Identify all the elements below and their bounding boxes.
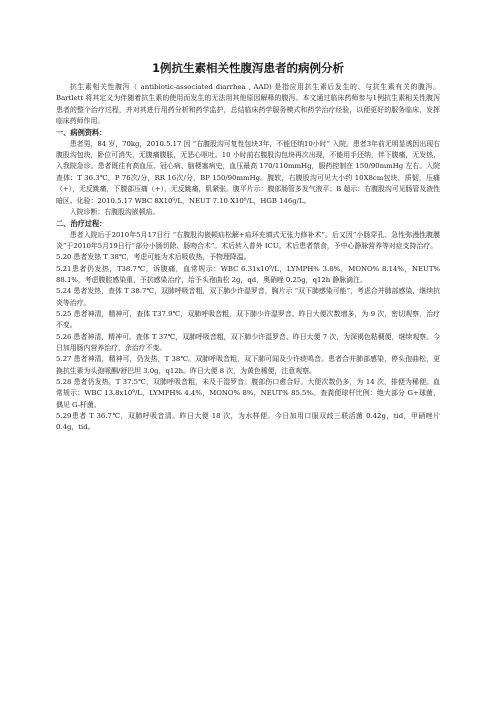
treatment-paragraph: 患者入院后于2010年5月17日行 “右腹股沟嵌顿疝松解+疝环充填式无张力修补术”。后又因“小肠穿孔、急性弥漫性腹膜炎”于2010年5月19日行“部分小肠切除、肠吻合术”。术后转入普外 ICU。术后患者禁食，予中心静脉营养等对症支持治疗。 xyxy=(56,230,440,250)
treatment-entry-0520: 5.20 患者发热 T 38℃，考虑可能为术后吸收热，予物理降温。 xyxy=(56,253,251,262)
document-title: 1例抗生素相关性腹泻患者的病例分析 xyxy=(152,61,344,75)
treatment-entry-0526: 5.26 患者神清，精神可。查体 T 37℃，双肺呼吸音粗，双下肺少许湿罗音。昨日大便 7 次，为深褐色粘稠便，继续观察。今日加用肠内营养治疗，余治疗不变。 xyxy=(56,332,440,353)
treatment-entry-0528: 5.28 患者仍发热，T 37.5℃，双肺呼吸音粗，未及干湿罗音。腹部伤口愈合好。大便次数仍多，为 14 次，排便为稀便。血常规示：WBC 13.8x10⁹/L，LYMPH% 4.4%，MONO% 8%，NEUT% 85.5%。查粪便球杆比例：绝大部分 G+球菌，偶见 G-杆菌。 xyxy=(56,378,440,409)
section-heading-treatment: 二、治疗过程： xyxy=(56,219,107,229)
treatment-entry-0525: 5.25 患者神清，精神可，查体 T37.9℃，双肺呼吸音粗，双下肺少许湿罗音。昨日大便次数增多，为 9 次，密切观察，治疗不变。 xyxy=(56,310,440,330)
treatment-entry-0529: 5.29患者 T 36.7℃，双肺呼吸音清。昨日大便 18 次，为水样便。今日加用口服双歧三联活菌 0.42g，tid，甲硝唑片 0.4g，tid。 xyxy=(56,412,440,432)
treatment-entry-0521: 5.21患者仍发热，T38.7℃，诉腹痛，血常规示：WBC 6.31x10⁹/L，LYMPH% 3.8%，MONO% 8.14%，NEUT% 88.1%，考虑腹腔感染重，予抗感染治疗，给予头孢曲松 2g，qd，奥硝唑 0.25g，q12h 静脉滴注。 xyxy=(56,264,440,284)
case-paragraph: 患者男，84 岁，70kg，2010.5.17 因 “右腹股沟可复性包块3年，不能还纳10小时” 入院。患者3年前无明显诱因出现右腹股沟包块，卧位可消失，无腹痛腹胀，无恶心呕吐。10 小时前右腹股沟包块再次出现，不能用手还纳，伴下腹痛，无发热，入我院急诊。患者既往有高血压、冠心病、脑梗塞病史，血压最高 170/110mmHg，服药控制在 150/90mmHg 左右。入院查体：T 36.3℃，P 76次/分，RR 16次/分，BP 150/90mmHg。腹软，右腹股沟可见大小约 10X8cm包块，质韧，压痛（+），无反跳痛，下腹部压痛（+），无反跳痛，肌紧张。腹平片示：腹部肠管多发气液平；B 超示：右腹股沟可见肠管及液性暗区。化验：2010.5.17 WBC 8X10⁹/L，NEUT 7.10 X10⁹/L，HGB 146g/L。 xyxy=(56,139,440,205)
admission-diagnosis: 入院诊断：右腹股沟嵌顿疝。 xyxy=(69,207,160,216)
section-heading-case: 一、病例资料： xyxy=(56,128,107,138)
treatment-entry-0527: 5.27 患者神清，精神可，仍发热，T 38℃。双肺呼吸音粗，双下肺可闻及少许痰鸣音。患者合并肺部感染，停头孢曲松，更换抗生素为头孢哌酮/舒巴坦 3.0g，q12h。昨日大便 8 次，为黄色稀便，注意观察。 xyxy=(56,355,440,375)
treatment-entry-0524: 5.24 患者发热，查体 T 38.7℃，双肺呼吸音粗，双下肺少许湿罗音，胸片示 “双下肺感染可能”，考虑合并肺部感染，继续抗炎等治疗。 xyxy=(56,287,440,307)
abstract-paragraph: 抗生素相关性腹泻（ antibiotic-associated diarrhea , AAD) 是指应用抗生素后发生的、与抗生素有关的腹泻。Bartlett 将其定义为伴随着抗生素的使用而发生的无法用其他原因解释的腹泻。本文通过临床药师参与1例抗生素相关性腹泻患者的整个治疗过程，并对其进行用药分析和药学监护，总结临床药学服务模式和药学治疗经验，以便更好的服务临床，发挥临床药师作用。 xyxy=(56,83,440,126)
